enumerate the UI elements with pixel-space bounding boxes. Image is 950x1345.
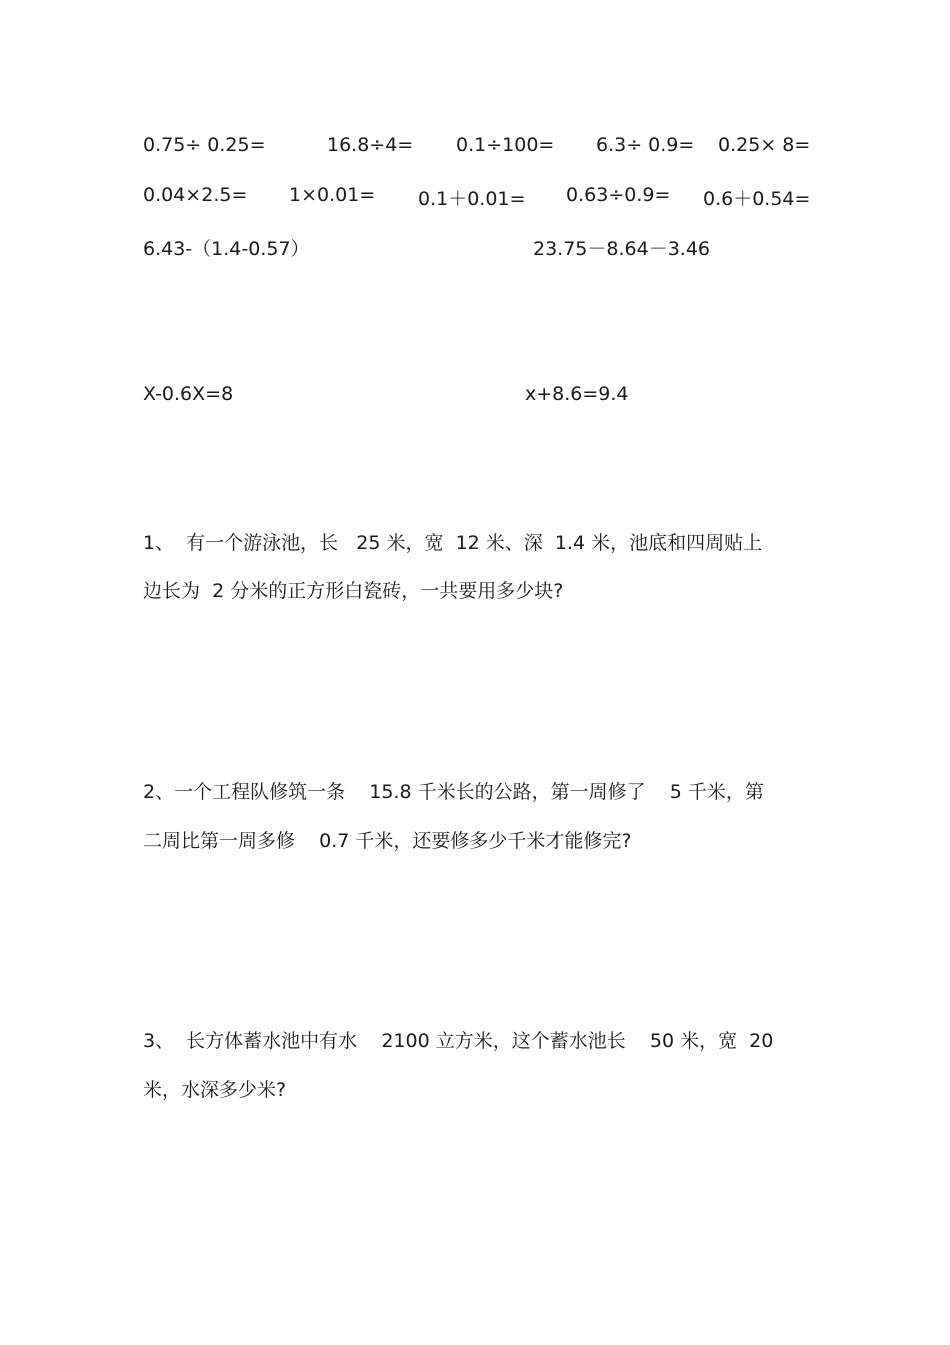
problem-text-line: 2、一个工程队修筑一条 15.8 千米长的公路，第一周修了 5 千米，第 <box>143 781 764 803</box>
problem-text-line: 3、 长方体蓄水池中有水 2100 立方米，这个蓄水池长 50 米，宽 20 <box>143 1030 774 1052</box>
calc-item: 0.63÷0.9= <box>566 184 671 206</box>
calc-item: 0.04×2.5= <box>143 184 248 206</box>
problem-text-line: 米，水深多少米? <box>143 1079 287 1101</box>
problem-text-line: 二周比第一周多修 0.7 千米，还要修多少千米才能修完? <box>143 830 632 852</box>
equation-item: X-0.6X=8 <box>143 383 234 405</box>
calc-item: 1×0.01= <box>289 184 376 206</box>
calc-item: 16.8÷4= <box>327 134 414 156</box>
calc-item: 0.6＋0.54= <box>703 188 811 210</box>
calc-item: 0.25× 8= <box>718 134 811 156</box>
calc-item: 0.1＋0.01= <box>418 188 526 210</box>
calc-item: 0.75÷ 0.25= <box>143 134 266 156</box>
problem-text-line: 1、 有一个游泳池，长 25 米，宽 12 米、深 1.4 米，池底和四周贴上 <box>143 532 763 554</box>
problem-text-line: 边长为 2 分米的正方形白瓷砖，一共要用多少块? <box>143 580 564 602</box>
calc-item: 6.3÷ 0.9= <box>596 134 695 156</box>
calc-item: 0.1÷100= <box>456 134 555 156</box>
expression-item: 6.43-（1.4-0.57） <box>143 238 310 260</box>
expression-item: 23.75－8.64－3.46 <box>533 238 711 260</box>
equation-item: x+8.6=9.4 <box>525 383 629 405</box>
